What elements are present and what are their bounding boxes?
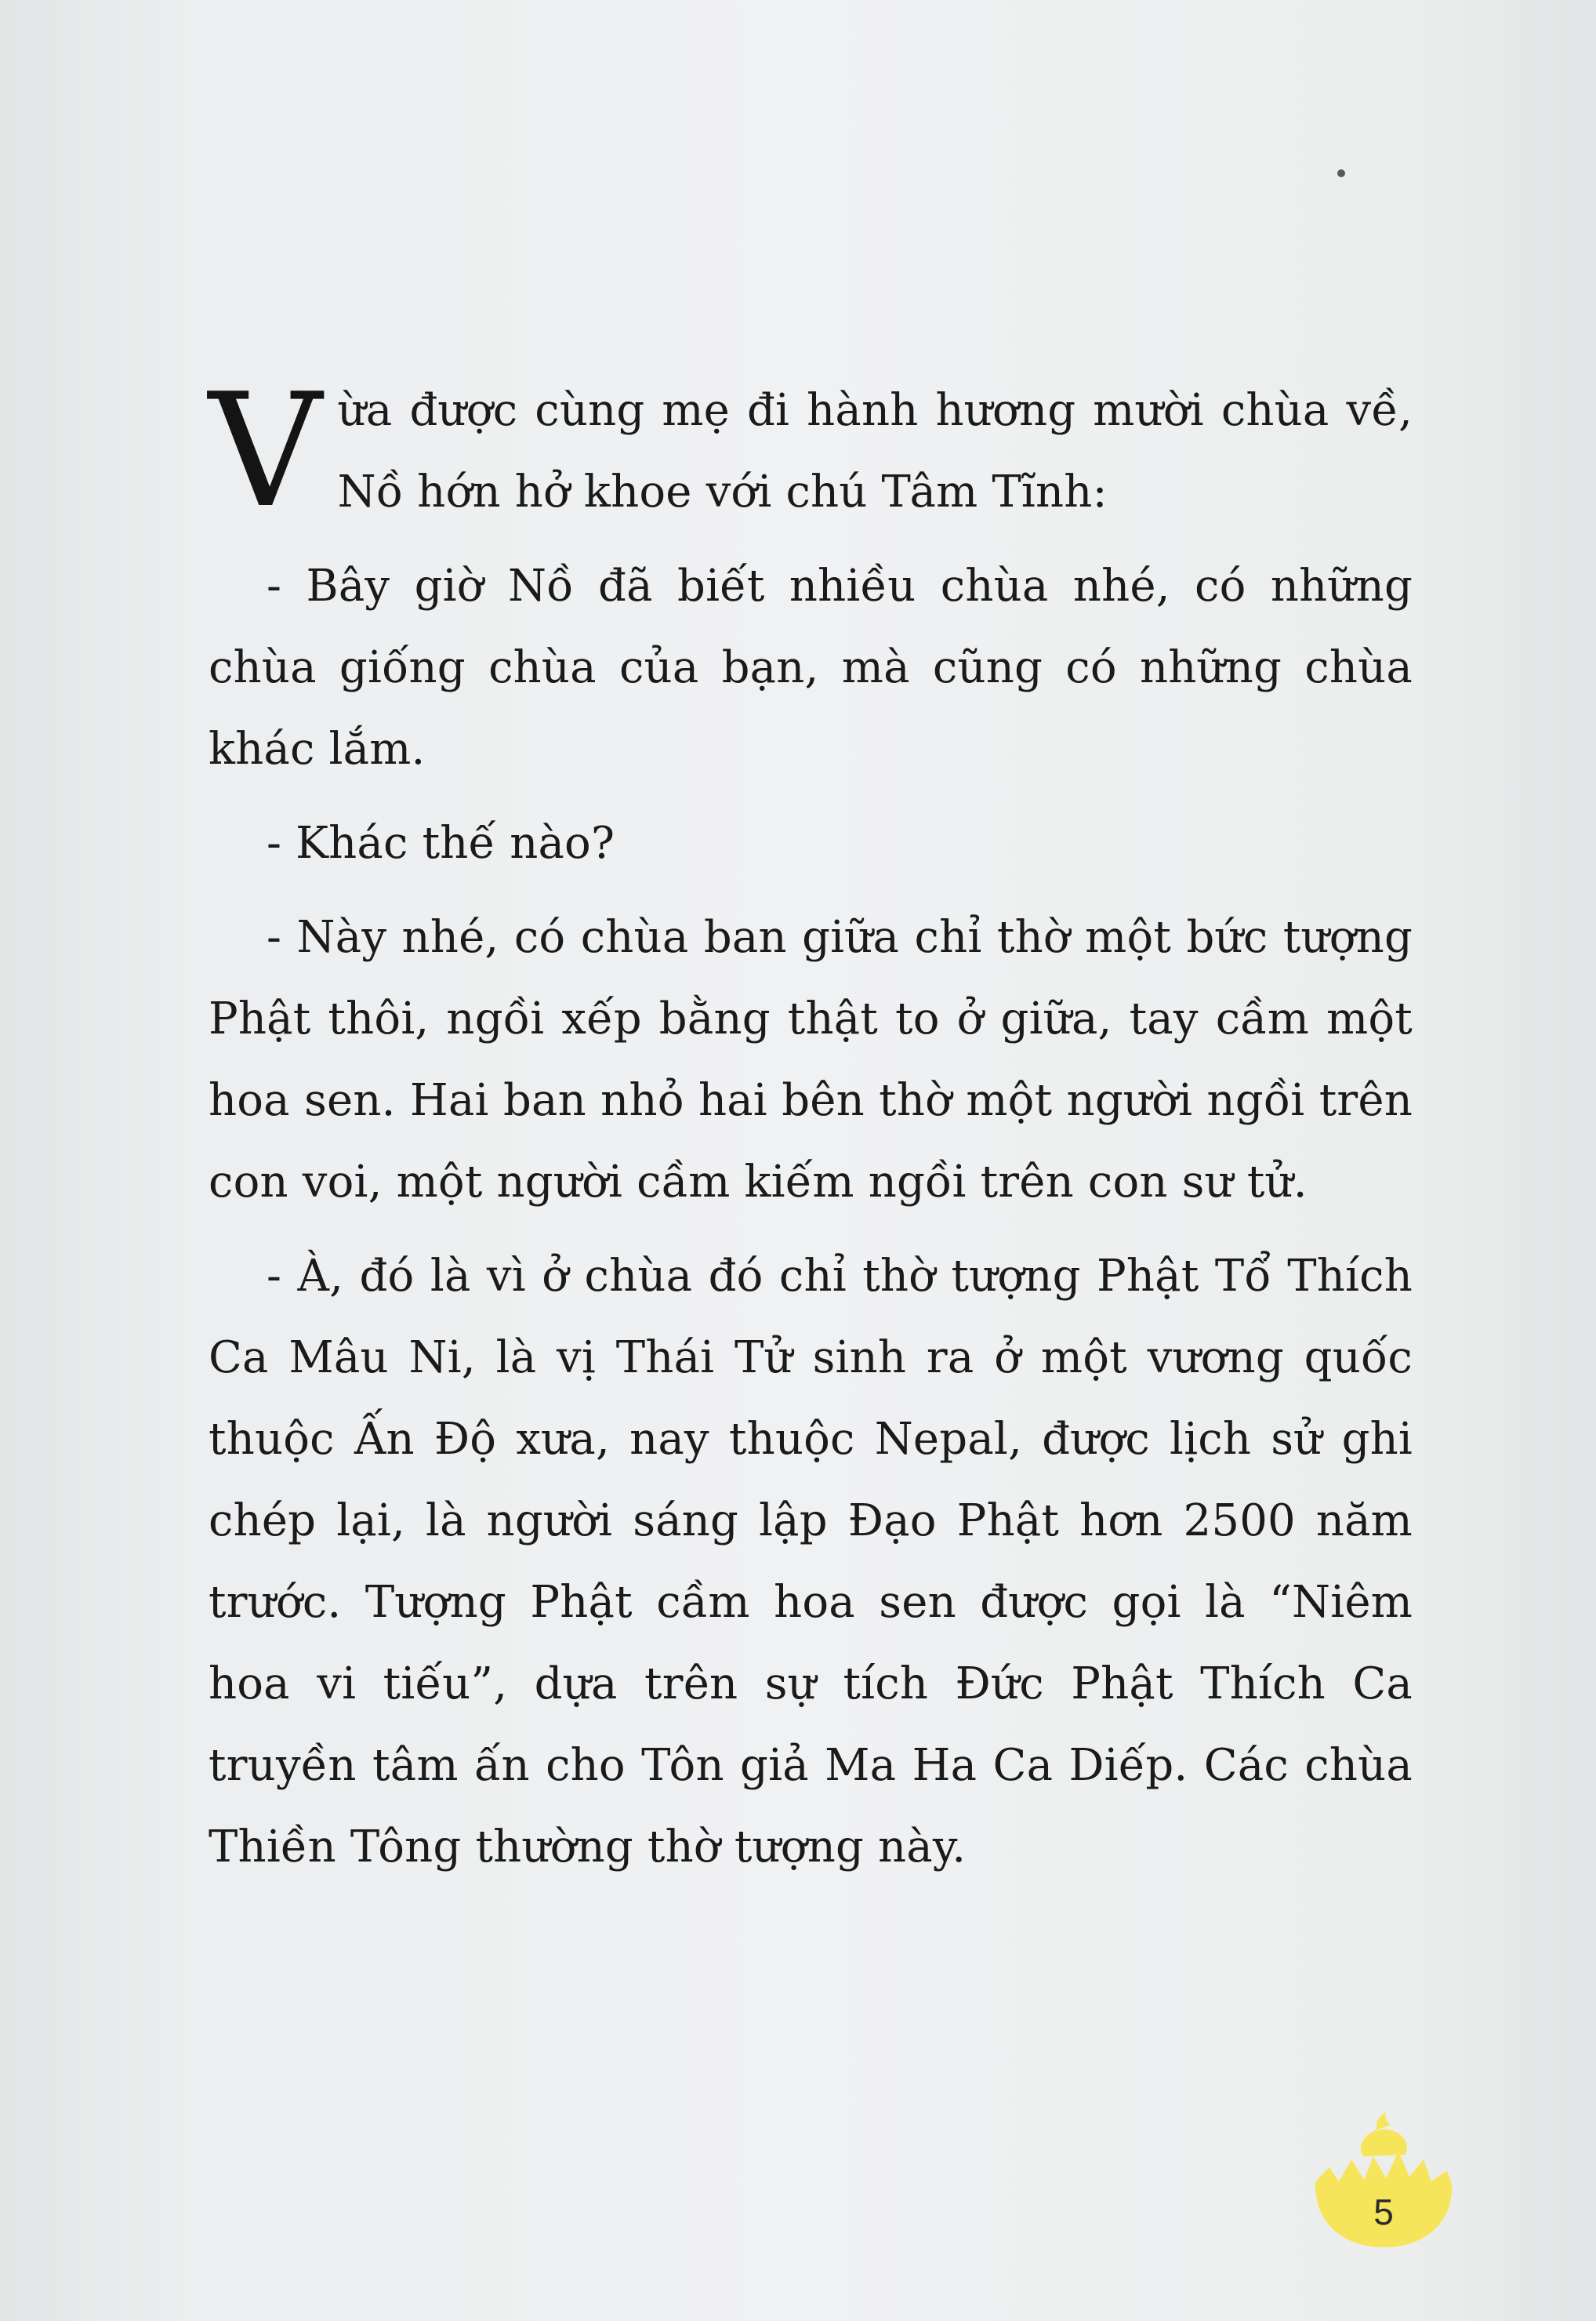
paragraph-1-text: ừa được cùng mẹ đi hành hương mười chùa về, Nồ hớn hở khoe với chú Tâm Tĩnh:: [337, 385, 1413, 518]
paragraph-2: - Bây giờ Nồ đã biết nhiều chùa nhé, có những chùa giống chùa của bạn, mà cũng có những chùa khác lắm.: [209, 561, 1413, 775]
chick-tuft-shape: [1377, 2112, 1391, 2130]
paragraph-4: - Này nhé, có chùa ban giữa chỉ thờ một bức tượng Phật thôi, ngồi xếp bằng thật to ở giữa, tay cầm một hoa sen. Hai ban nhỏ hai bên thờ một người ngồi trên con voi, một người cầm kiếm ngồi trên con sư tử.: [209, 912, 1413, 1208]
paragraph-5: - À, đó là vì ở chùa đó chỉ thờ tượng Phật Tổ Thích Ca Mâu Ni, là vị Thái Tử sinh ra ở một vương quốc thuộc Ấn Độ xưa, nay thuộc Nepal, được lịch sử ghi chép lại, là người sáng lập Đạo Phật hơn 2500 năm trước. Tượng Phật cầm hoa sen được gọi là “Niêm hoa vi tiếu”, dựa trên sự tích Đức Phật Thích Ca truyền tâm ấn cho Tôn giả Ma Ha Ca Diếp. Các chùa Thiền Tông thường thờ tượng này.: [209, 1251, 1413, 1872]
paragraph-3: - Khác thế nào?: [267, 818, 615, 869]
body-text: [209, 360, 1413, 1901]
chick-head-shape: [1361, 2130, 1407, 2156]
page-number: 5: [1373, 2192, 1394, 2232]
ink-speck: [1337, 169, 1345, 177]
drop-cap: V: [209, 360, 322, 543]
paragraph-1: [209, 360, 1413, 543]
